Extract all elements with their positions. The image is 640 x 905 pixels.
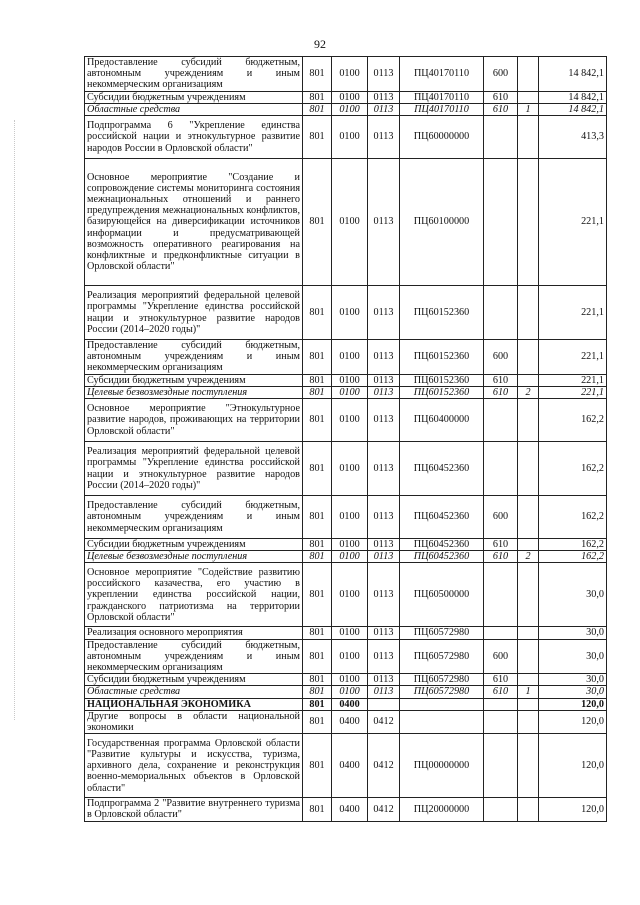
row-name: Целевые безвозмездные поступления (85, 551, 303, 563)
expense-type-code: 610 (484, 539, 518, 551)
amount-value: 30,0 (539, 627, 607, 639)
budget-table (84, 56, 607, 822)
target-article-code: ПЦ60000000 (400, 116, 484, 159)
target-article-code: ПЦ60572980 (400, 627, 484, 639)
target-article-code: ПЦ60572980 (400, 639, 484, 674)
row-name: Основное мероприятие "Создание и сопровождение системы мониторинга состояния межнациональных отношений и раннего предупреждения межнациональных конфликтов, базирующейся на диверсификации источников информации и предусматривающей возможность оперативного реагирования на конфликтные и предконфликтные ситуации в Орловской области" (85, 159, 303, 286)
grbs-code: 801 (303, 496, 332, 539)
funding-source-code (518, 57, 539, 92)
section-code: 0100 (332, 442, 368, 496)
table-row (85, 91, 607, 103)
page-number: 92 (314, 37, 326, 51)
section-code: 0400 (332, 698, 368, 710)
grbs-code: 801 (303, 103, 332, 115)
table-row (85, 539, 607, 551)
amount-value: 30,0 (539, 639, 607, 674)
section-code: 0100 (332, 340, 368, 375)
amount-value: 221,1 (539, 340, 607, 375)
section-code: 0100 (332, 386, 368, 398)
table-row (85, 734, 607, 798)
subsection-code: 0113 (368, 563, 400, 627)
section-code: 0100 (332, 91, 368, 103)
target-article-code: ПЦ60572980 (400, 686, 484, 698)
row-name: Государственная программа Орловской области "Развитие культуры и искусства, туризма, архивного дела, сохранение и реконструкция военно-мемориальных объектов в Орловской области" (85, 734, 303, 798)
grbs-code: 801 (303, 627, 332, 639)
grbs-code: 801 (303, 539, 332, 551)
expense-type-code: 600 (484, 496, 518, 539)
funding-source-code (518, 340, 539, 375)
subsection-code (368, 698, 400, 710)
row-name: Подпрограмма 2 "Развитие внутреннего туризма в Орловской области" (85, 798, 303, 821)
row-name: Предоставление субсидий бюджетным, автономным учреждениям и иным некоммерческим организациям (85, 340, 303, 375)
subsection-code: 0113 (368, 551, 400, 563)
subsection-code: 0113 (368, 627, 400, 639)
funding-source-code (518, 374, 539, 386)
funding-source-code (518, 710, 539, 733)
section-code: 0100 (332, 539, 368, 551)
grbs-code: 801 (303, 551, 332, 563)
amount-value: 30,0 (539, 686, 607, 698)
section-code: 0100 (332, 627, 368, 639)
grbs-code: 801 (303, 798, 332, 821)
funding-source-code: 1 (518, 103, 539, 115)
funding-source-code (518, 698, 539, 710)
section-code: 0100 (332, 57, 368, 92)
grbs-code: 801 (303, 698, 332, 710)
section-code: 0100 (332, 399, 368, 442)
subsection-code: 0113 (368, 91, 400, 103)
amount-value: 221,1 (539, 374, 607, 386)
section-code: 0100 (332, 563, 368, 627)
grbs-code: 801 (303, 340, 332, 375)
section-code: 0100 (332, 686, 368, 698)
subsection-code: 0113 (368, 496, 400, 539)
funding-source-code (518, 734, 539, 798)
target-article-code: ПЦ40170110 (400, 57, 484, 92)
table-row (85, 551, 607, 563)
table-row (85, 103, 607, 115)
target-article-code: ПЦ00000000 (400, 734, 484, 798)
grbs-code: 801 (303, 57, 332, 92)
amount-value: 14 842,1 (539, 57, 607, 92)
target-article-code: ПЦ60400000 (400, 399, 484, 442)
row-name: Основное мероприятие "Этнокультурное развитие народов, проживающих на территории Орловской области" (85, 399, 303, 442)
row-name: Субсидии бюджетным учреждениям (85, 91, 303, 103)
amount-value: 30,0 (539, 674, 607, 686)
expense-type-code (484, 286, 518, 340)
expense-type-code (484, 798, 518, 821)
subsection-code: 0412 (368, 710, 400, 733)
section-code: 0100 (332, 496, 368, 539)
table-row (85, 116, 607, 159)
section-code: 0400 (332, 798, 368, 821)
row-name: Реализация мероприятий федеральной целевой программы "Укрепление единства российской нации и этнокультурное развитие народов России (2014–2020 годы)" (85, 442, 303, 496)
grbs-code: 801 (303, 563, 332, 627)
row-name: Областные средства (85, 686, 303, 698)
row-name: НАЦИОНАЛЬНАЯ ЭКОНОМИКА (85, 698, 303, 710)
row-name: Реализация основного мероприятия (85, 627, 303, 639)
target-article-code: ПЦ60100000 (400, 159, 484, 286)
grbs-code: 801 (303, 674, 332, 686)
table-row (85, 798, 607, 821)
expense-type-code: 610 (484, 686, 518, 698)
row-name: Подпрограмма 6 "Укрепление единства российской нации и этнокультурное развитие народов России в Орловской области" (85, 116, 303, 159)
row-name: Областные средства (85, 103, 303, 115)
amount-value: 221,1 (539, 386, 607, 398)
amount-value: 120,0 (539, 710, 607, 733)
grbs-code: 801 (303, 286, 332, 340)
expense-type-code (484, 442, 518, 496)
row-name: Другие вопросы в области национальной экономики (85, 710, 303, 733)
table-row (85, 627, 607, 639)
target-article-code: ПЦ60452360 (400, 551, 484, 563)
subsection-code: 0113 (368, 286, 400, 340)
row-name: Предоставление субсидий бюджетным, автономным учреждениям и иным некоммерческим организациям (85, 639, 303, 674)
grbs-code: 801 (303, 686, 332, 698)
subsection-code: 0113 (368, 116, 400, 159)
grbs-code: 801 (303, 386, 332, 398)
subsection-code: 0113 (368, 639, 400, 674)
section-code: 0100 (332, 116, 368, 159)
amount-value: 413,3 (539, 116, 607, 159)
scan-margin-mark (14, 120, 16, 720)
amount-value: 162,2 (539, 551, 607, 563)
funding-source-code (518, 674, 539, 686)
row-name: Предоставление субсидий бюджетным, автономным учреждениям и иным некоммерческим организациям (85, 57, 303, 92)
subsection-code: 0113 (368, 57, 400, 92)
table-row (85, 639, 607, 674)
grbs-code: 801 (303, 734, 332, 798)
table-row (85, 563, 607, 627)
funding-source-code (518, 539, 539, 551)
amount-value: 30,0 (539, 563, 607, 627)
expense-type-code: 610 (484, 386, 518, 398)
funding-source-code (518, 798, 539, 821)
expense-type-code (484, 710, 518, 733)
target-article-code: ПЦ60152360 (400, 286, 484, 340)
funding-source-code (518, 399, 539, 442)
table-row (85, 286, 607, 340)
grbs-code: 801 (303, 116, 332, 159)
amount-value: 162,2 (539, 539, 607, 551)
funding-source-code (518, 627, 539, 639)
funding-source-code (518, 116, 539, 159)
table-row (85, 374, 607, 386)
section-code: 0400 (332, 710, 368, 733)
grbs-code: 801 (303, 374, 332, 386)
section-code: 0100 (332, 639, 368, 674)
expense-type-code: 610 (484, 551, 518, 563)
table-row (85, 442, 607, 496)
target-article-code: ПЦ60500000 (400, 563, 484, 627)
section-code: 0100 (332, 103, 368, 115)
row-name: Реализация мероприятий федеральной целевой программы "Укрепление единства российской нации и этнокультурное развитие народов России (2014–2020 годы)" (85, 286, 303, 340)
subsection-code: 0412 (368, 798, 400, 821)
table-row (85, 159, 607, 286)
expense-type-code (484, 563, 518, 627)
subsection-code: 0113 (368, 539, 400, 551)
expense-type-code: 610 (484, 374, 518, 386)
expense-type-code: 610 (484, 674, 518, 686)
table-row (85, 386, 607, 398)
section-code: 0100 (332, 374, 368, 386)
grbs-code: 801 (303, 91, 332, 103)
target-article-code: ПЦ60152360 (400, 386, 484, 398)
amount-value: 120,0 (539, 698, 607, 710)
expense-type-code (484, 698, 518, 710)
subsection-code: 0412 (368, 734, 400, 798)
subsection-code: 0113 (368, 399, 400, 442)
amount-value: 14 842,1 (539, 91, 607, 103)
table-row (85, 674, 607, 686)
amount-value: 221,1 (539, 286, 607, 340)
funding-source-code (518, 286, 539, 340)
grbs-code: 801 (303, 159, 332, 286)
target-article-code: ПЦ20000000 (400, 798, 484, 821)
amount-value: 221,1 (539, 159, 607, 286)
table-row (85, 340, 607, 375)
amount-value: 162,2 (539, 496, 607, 539)
row-name: Субсидии бюджетным учреждениям (85, 674, 303, 686)
row-name: Субсидии бюджетным учреждениям (85, 539, 303, 551)
expense-type-code: 610 (484, 103, 518, 115)
amount-value: 120,0 (539, 734, 607, 798)
expense-type-code (484, 734, 518, 798)
table-row (85, 686, 607, 698)
funding-source-code (518, 496, 539, 539)
target-article-code: ПЦ40170110 (400, 103, 484, 115)
section-code: 0100 (332, 674, 368, 686)
budget-table-body (85, 57, 607, 822)
row-name: Субсидии бюджетным учреждениям (85, 374, 303, 386)
expense-type-code: 600 (484, 340, 518, 375)
subsection-code: 0113 (368, 442, 400, 496)
amount-value: 120,0 (539, 798, 607, 821)
subsection-code: 0113 (368, 386, 400, 398)
funding-source-code: 2 (518, 386, 539, 398)
table-row (85, 710, 607, 733)
funding-source-code (518, 639, 539, 674)
target-article-code: ПЦ60452360 (400, 539, 484, 551)
grbs-code: 801 (303, 442, 332, 496)
section-code: 0100 (332, 159, 368, 286)
funding-source-code: 1 (518, 686, 539, 698)
subsection-code: 0113 (368, 674, 400, 686)
target-article-code (400, 710, 484, 733)
expense-type-code: 610 (484, 91, 518, 103)
subsection-code: 0113 (368, 159, 400, 286)
target-article-code: ПЦ60152360 (400, 340, 484, 375)
subsection-code: 0113 (368, 374, 400, 386)
target-article-code: ПЦ40170110 (400, 91, 484, 103)
section-code: 0400 (332, 734, 368, 798)
subsection-code: 0113 (368, 103, 400, 115)
target-article-code: ПЦ60572980 (400, 674, 484, 686)
row-name: Целевые безвозмездные поступления (85, 386, 303, 398)
funding-source-code (518, 563, 539, 627)
expense-type-code: 600 (484, 639, 518, 674)
row-name: Основное мероприятие "Содействие развитию российского казачества, его участию в укреплении единства российской нации, гражданского патриотизма на территории Орловской области" (85, 563, 303, 627)
amount-value: 162,2 (539, 399, 607, 442)
target-article-code (400, 698, 484, 710)
target-article-code: ПЦ60452360 (400, 442, 484, 496)
expense-type-code (484, 116, 518, 159)
amount-value: 14 842,1 (539, 103, 607, 115)
funding-source-code (518, 442, 539, 496)
target-article-code: ПЦ60152360 (400, 374, 484, 386)
table-row (85, 399, 607, 442)
grbs-code: 801 (303, 710, 332, 733)
funding-source-code: 2 (518, 551, 539, 563)
grbs-code: 801 (303, 399, 332, 442)
subsection-code: 0113 (368, 686, 400, 698)
section-code: 0100 (332, 286, 368, 340)
table-row (85, 698, 607, 710)
funding-source-code (518, 91, 539, 103)
table-row (85, 57, 607, 92)
expense-type-code (484, 399, 518, 442)
expense-type-code (484, 627, 518, 639)
grbs-code: 801 (303, 639, 332, 674)
table-row (85, 496, 607, 539)
amount-value: 162,2 (539, 442, 607, 496)
expense-type-code: 600 (484, 57, 518, 92)
section-code: 0100 (332, 551, 368, 563)
subsection-code: 0113 (368, 340, 400, 375)
funding-source-code (518, 159, 539, 286)
expense-type-code (484, 159, 518, 286)
target-article-code: ПЦ60452360 (400, 496, 484, 539)
row-name: Предоставление субсидий бюджетным, автономным учреждениям и иным некоммерческим организациям (85, 496, 303, 539)
